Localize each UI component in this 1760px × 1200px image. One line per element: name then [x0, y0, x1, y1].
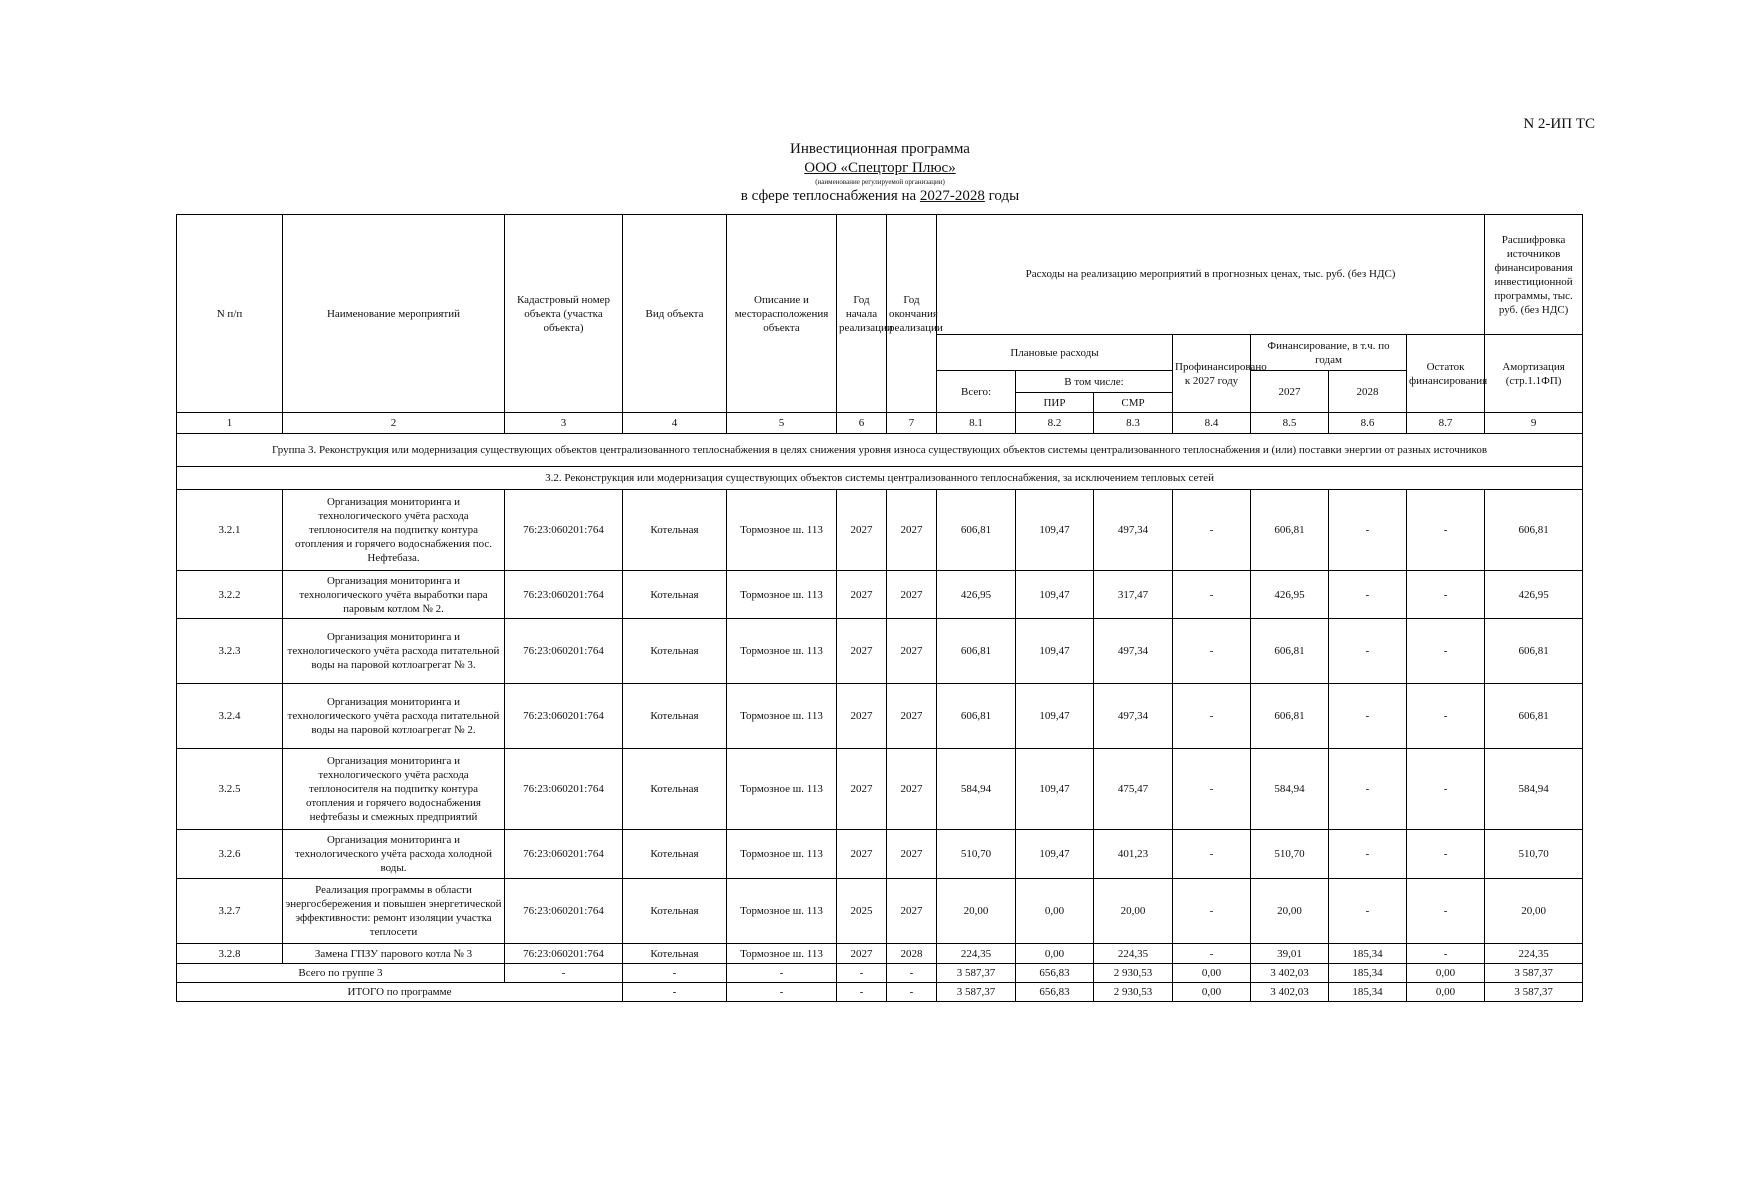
- row-cadastral: 76:23:060201:764: [505, 944, 623, 964]
- row-smr: 20,00: [1094, 879, 1173, 944]
- row-year-start: 2027: [837, 571, 887, 619]
- group-total-fin-2027: 3 402,03: [1251, 964, 1329, 983]
- row-year-start: 2025: [837, 879, 887, 944]
- group-total-location: -: [727, 964, 837, 983]
- row-smr: 224,35: [1094, 944, 1173, 964]
- group-total-label: Всего по группе 3: [177, 964, 505, 983]
- row-remainder: -: [1407, 684, 1485, 749]
- header-description: Описание и месторасположения объекта: [727, 215, 837, 413]
- row-remainder: -: [1407, 619, 1485, 684]
- row-year-end: 2028: [887, 944, 937, 964]
- row-fin-2027: 20,00: [1251, 879, 1329, 944]
- row-fin-2027: 606,81: [1251, 684, 1329, 749]
- header-pir: ПИР: [1016, 393, 1094, 413]
- column-number: 8.6: [1329, 413, 1407, 434]
- row-year-start: 2027: [837, 490, 887, 571]
- column-number: 3: [505, 413, 623, 434]
- row-remainder: -: [1407, 879, 1485, 944]
- row-pir: 109,47: [1016, 571, 1094, 619]
- row-location: Тормозное ш. 113: [727, 490, 837, 571]
- table-row: [177, 749, 1583, 830]
- row-fin-2028: -: [1329, 830, 1407, 879]
- row-smr: 475,47: [1094, 749, 1173, 830]
- row-smr: 497,34: [1094, 619, 1173, 684]
- row-pir: 109,47: [1016, 490, 1094, 571]
- row-remainder: -: [1407, 571, 1485, 619]
- row-year-end: 2027: [887, 684, 937, 749]
- header-financing: Финансирование, в т.ч. по годам: [1251, 335, 1407, 371]
- row-amortization: 224,35: [1485, 944, 1583, 964]
- row-location: Тормозное ш. 113: [727, 684, 837, 749]
- row-year-end: 2027: [887, 749, 937, 830]
- row-prefinanced: -: [1173, 879, 1251, 944]
- organization-hint: (наименование регулируемой организации): [815, 178, 945, 186]
- row-location: Тормозное ш. 113: [727, 830, 837, 879]
- table-row: [177, 684, 1583, 749]
- row-cadastral: 76:23:060201:764: [505, 830, 623, 879]
- row-pir: 109,47: [1016, 749, 1094, 830]
- row-fin-2027: 510,70: [1251, 830, 1329, 879]
- program-total-location: -: [727, 983, 837, 1002]
- row-fin-2028: -: [1329, 879, 1407, 944]
- row-prefinanced: -: [1173, 944, 1251, 964]
- header-year-start: Год начала реализации: [837, 215, 887, 413]
- program-total-pir: 656,83: [1016, 983, 1094, 1002]
- row-prefinanced: -: [1173, 749, 1251, 830]
- column-numbers-row: [177, 413, 1583, 434]
- row-name: Замена ГПЗУ парового котла № 3: [283, 944, 505, 964]
- program-total-fin-2027: 3 402,03: [1251, 983, 1329, 1002]
- row-amortization: 606,81: [1485, 684, 1583, 749]
- table-row: [177, 490, 1583, 571]
- column-number: 4: [623, 413, 727, 434]
- row-fin-2028: -: [1329, 490, 1407, 571]
- header-2028: 2028: [1329, 371, 1407, 413]
- row-num: 3.2.7: [177, 879, 283, 944]
- column-number: 8.2: [1016, 413, 1094, 434]
- row-object-type: Котельная: [623, 944, 727, 964]
- group-total-end: -: [887, 964, 937, 983]
- row-prefinanced: -: [1173, 571, 1251, 619]
- row-cadastral: 76:23:060201:764: [505, 749, 623, 830]
- row-year-end: 2027: [887, 830, 937, 879]
- column-number: 8.7: [1407, 413, 1485, 434]
- row-fin-2027: 39,01: [1251, 944, 1329, 964]
- header-decoding: Расшифровка источников финансирования инвестиционной программы, тыс. руб. (без НДС): [1485, 215, 1583, 335]
- row-smr: 497,34: [1094, 490, 1173, 571]
- program-total-smr: 2 930,53: [1094, 983, 1173, 1002]
- column-number: 8.5: [1251, 413, 1329, 434]
- row-amortization: 20,00: [1485, 879, 1583, 944]
- row-fin-2027: 426,95: [1251, 571, 1329, 619]
- header-including: В том числе:: [1016, 371, 1173, 393]
- program-total-prefinanced: 0,00: [1173, 983, 1251, 1002]
- row-smr: 497,34: [1094, 684, 1173, 749]
- row-name: Реализация программы в области энергосбережения и повышен энергетической эффективности: ремонт изоляции участка теплосети: [283, 879, 505, 944]
- group-total-amortization: 3 587,37: [1485, 964, 1583, 983]
- column-number: 5: [727, 413, 837, 434]
- row-prefinanced: -: [1173, 490, 1251, 571]
- header-cadastral: Кадастровый номер объекта (участка объекта): [505, 215, 623, 413]
- row-fin-2027: 584,94: [1251, 749, 1329, 830]
- row-object-type: Котельная: [623, 830, 727, 879]
- group-total-total: 3 587,37: [937, 964, 1016, 983]
- row-remainder: -: [1407, 830, 1485, 879]
- row-name: Организация мониторинга и технологического учёта расхода теплоносителя на подпитку контура отопления и горячего водоснабжения пос. Нефтебаза.: [283, 490, 505, 571]
- row-remainder: -: [1407, 944, 1485, 964]
- row-year-end: 2027: [887, 571, 937, 619]
- row-fin-2028: -: [1329, 749, 1407, 830]
- column-number: 7: [887, 413, 937, 434]
- row-amortization: 510,70: [1485, 830, 1583, 879]
- row-cadastral: 76:23:060201:764: [505, 571, 623, 619]
- row-total: 510,70: [937, 830, 1016, 879]
- program-total-label: ИТОГО по программе: [177, 983, 623, 1002]
- header-2027: 2027: [1251, 371, 1329, 413]
- table-body: [177, 434, 1583, 1002]
- row-pir: 109,47: [1016, 830, 1094, 879]
- header-amortization: Амортизация (стр.1.1ФП): [1485, 335, 1583, 413]
- row-remainder: -: [1407, 490, 1485, 571]
- row-total: 584,94: [937, 749, 1016, 830]
- row-object-type: Котельная: [623, 619, 727, 684]
- row-object-type: Котельная: [623, 879, 727, 944]
- subgroup-title: 3.2. Реконструкция или модернизация существующих объектов системы централизованного теплоснабжения, за исключением тепловых сетей: [177, 467, 1583, 490]
- group-title: Группа 3. Реконструкция или модернизация существующих объектов централизованного теплоснабжения в целях снижения уровня износа существующих объектов системы централизованного теплоснабжения и (или) поставки энергии от разных источников: [177, 434, 1583, 467]
- row-fin-2027: 606,81: [1251, 490, 1329, 571]
- row-prefinanced: -: [1173, 619, 1251, 684]
- row-fin-2028: -: [1329, 571, 1407, 619]
- group-total-fin-2028: 185,34: [1329, 964, 1407, 983]
- row-total: 606,81: [937, 684, 1016, 749]
- row-total: 606,81: [937, 619, 1016, 684]
- program-total-end: -: [887, 983, 937, 1002]
- row-smr: 317,47: [1094, 571, 1173, 619]
- group-total-cadastral: -: [505, 964, 623, 983]
- organization-name: ООО «Спецторг Плюс»: [804, 160, 956, 176]
- row-num: 3.2.2: [177, 571, 283, 619]
- row-fin-2027: 606,81: [1251, 619, 1329, 684]
- group-total-type: -: [623, 964, 727, 983]
- row-amortization: 426,95: [1485, 571, 1583, 619]
- program-total-amortization: 3 587,37: [1485, 983, 1583, 1002]
- group-row: [177, 434, 1583, 467]
- column-number: 8.1: [937, 413, 1016, 434]
- program-total-start: -: [837, 983, 887, 1002]
- group-total-start: -: [837, 964, 887, 983]
- group-total-prefinanced: 0,00: [1173, 964, 1251, 983]
- table-row: [177, 619, 1583, 684]
- row-year-start: 2027: [837, 684, 887, 749]
- row-year-start: 2027: [837, 749, 887, 830]
- group-total-smr: 2 930,53: [1094, 964, 1173, 983]
- row-year-start: 2027: [837, 619, 887, 684]
- row-location: Тормозное ш. 113: [727, 619, 837, 684]
- row-num: 3.2.1: [177, 490, 283, 571]
- program-total-fin-2028: 185,34: [1329, 983, 1407, 1002]
- program-total-type: -: [623, 983, 727, 1002]
- row-num: 3.2.8: [177, 944, 283, 964]
- row-object-type: Котельная: [623, 684, 727, 749]
- row-prefinanced: -: [1173, 684, 1251, 749]
- program-total-row: [177, 983, 1583, 1002]
- form-code: N 2-ИП ТС: [1523, 116, 1595, 132]
- header-name: Наименование мероприятий: [283, 215, 505, 413]
- column-number: 6: [837, 413, 887, 434]
- row-name: Организация мониторинга и технологического учёта расхода питательной воды на паровой котлоагрегат № 3.: [283, 619, 505, 684]
- row-year-start: 2027: [837, 830, 887, 879]
- row-cadastral: 76:23:060201:764: [505, 490, 623, 571]
- row-num: 3.2.5: [177, 749, 283, 830]
- row-cadastral: 76:23:060201:764: [505, 879, 623, 944]
- header-prefinanced: Профинансировано к 2027 году: [1173, 335, 1251, 413]
- row-amortization: 606,81: [1485, 490, 1583, 571]
- header-year-end: Год окончания реализации: [887, 215, 937, 413]
- program-years: 2027-2028: [919, 188, 985, 204]
- row-year-end: 2027: [887, 619, 937, 684]
- table-row: [177, 830, 1583, 879]
- row-total: 224,35: [937, 944, 1016, 964]
- subgroup-row: [177, 467, 1583, 490]
- row-total: 20,00: [937, 879, 1016, 944]
- row-year-end: 2027: [887, 879, 937, 944]
- row-object-type: Котельная: [623, 490, 727, 571]
- column-number: 1: [177, 413, 283, 434]
- header-smr: СМР: [1094, 393, 1173, 413]
- document-heading: [0, 140, 1760, 206]
- header-remainder: Остаток финансирования: [1407, 335, 1485, 413]
- row-total: 606,81: [937, 490, 1016, 571]
- header-object-type: Вид объекта: [623, 215, 727, 413]
- column-number: 8.3: [1094, 413, 1173, 434]
- table-row: [177, 879, 1583, 944]
- row-total: 426,95: [937, 571, 1016, 619]
- row-location: Тормозное ш. 113: [727, 749, 837, 830]
- row-prefinanced: -: [1173, 830, 1251, 879]
- row-amortization: 584,94: [1485, 749, 1583, 830]
- row-pir: 109,47: [1016, 619, 1094, 684]
- table-row: [177, 571, 1583, 619]
- row-name: Организация мониторинга и технологического учёта выработки пара паровым котлом № 2.: [283, 571, 505, 619]
- row-smr: 401,23: [1094, 830, 1173, 879]
- row-location: Тормозное ш. 113: [727, 571, 837, 619]
- document-title: Инвестиционная программа: [790, 141, 970, 157]
- row-fin-2028: 185,34: [1329, 944, 1407, 964]
- group-total-pir: 656,83: [1016, 964, 1094, 983]
- investment-program-table: [176, 214, 1583, 1002]
- program-total-total: 3 587,37: [937, 983, 1016, 1002]
- sphere-prefix: в сфере теплоснабжения на: [740, 188, 920, 204]
- sphere-suffix: годы: [984, 188, 1020, 204]
- row-remainder: -: [1407, 749, 1485, 830]
- row-fin-2028: -: [1329, 684, 1407, 749]
- row-name: Организация мониторинга и технологического учёта расхода питательной воды на паровой котлоагрегат № 2.: [283, 684, 505, 749]
- group-total-remainder: 0,00: [1407, 964, 1485, 983]
- table-row: [177, 944, 1583, 964]
- row-year-end: 2027: [887, 490, 937, 571]
- row-name: Организация мониторинга и технологического учёта расхода холодной воды.: [283, 830, 505, 879]
- group-total-row: [177, 964, 1583, 983]
- row-num: 3.2.4: [177, 684, 283, 749]
- row-pir: 0,00: [1016, 944, 1094, 964]
- row-name: Организация мониторинга и технологического учёта расхода теплоносителя на подпитку контура отопления и горячего водоснабжения нефтебазы и смежных предприятий: [283, 749, 505, 830]
- column-number: 9: [1485, 413, 1583, 434]
- row-object-type: Котельная: [623, 571, 727, 619]
- row-amortization: 606,81: [1485, 619, 1583, 684]
- row-location: Тормозное ш. 113: [727, 944, 837, 964]
- row-num: 3.2.3: [177, 619, 283, 684]
- row-pir: 0,00: [1016, 879, 1094, 944]
- program-total-remainder: 0,00: [1407, 983, 1485, 1002]
- header-planned: Плановые расходы: [937, 335, 1173, 371]
- row-year-start: 2027: [837, 944, 887, 964]
- row-num: 3.2.6: [177, 830, 283, 879]
- header-total: Всего:: [937, 371, 1016, 413]
- row-pir: 109,47: [1016, 684, 1094, 749]
- header-expenses: Расходы на реализацию мероприятий в прогнозных ценах, тыс. руб. (без НДС): [937, 215, 1485, 335]
- column-number: 2: [283, 413, 505, 434]
- row-cadastral: 76:23:060201:764: [505, 684, 623, 749]
- row-fin-2028: -: [1329, 619, 1407, 684]
- header-num: N п/п: [177, 215, 283, 413]
- row-object-type: Котельная: [623, 749, 727, 830]
- row-location: Тормозное ш. 113: [727, 879, 837, 944]
- program-sphere: [0, 187, 1760, 206]
- column-number: 8.4: [1173, 413, 1251, 434]
- row-cadastral: 76:23:060201:764: [505, 619, 623, 684]
- table-header: [177, 215, 1583, 434]
